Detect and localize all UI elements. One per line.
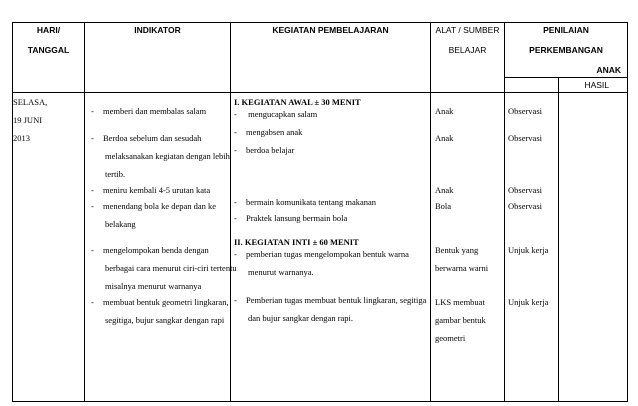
indikator-item: - meniru kembali 4-5 urutan kata bbox=[91, 185, 211, 195]
penilaian-cell bbox=[505, 93, 559, 402]
hasil-cell bbox=[559, 93, 628, 402]
header-alat bbox=[431, 23, 505, 93]
indikator-item-cont: tertib. bbox=[105, 169, 126, 179]
date-day: SELASA, bbox=[13, 97, 48, 107]
alat-item: Anak bbox=[435, 133, 454, 143]
date-daymonth: 19 JUNI bbox=[13, 115, 43, 125]
penilaian-item: Observasi bbox=[508, 185, 542, 195]
section-kegiatan-awal: I. KEGIATAN AWAL ± 30 MENIT bbox=[234, 97, 361, 107]
indikator-item: - memberi dan membalas salam bbox=[91, 106, 207, 116]
alat-item: Anak bbox=[435, 185, 454, 195]
header-indikator: INDIKATOR bbox=[85, 23, 231, 93]
kegiatan-cell bbox=[231, 93, 431, 402]
kegiatan-item: - Pemberian tugas membuat bentuk lingkaran, segitiga bbox=[234, 295, 427, 305]
indikator-item: - mengelompokan benda dengan bbox=[91, 245, 209, 255]
header-penilaian bbox=[505, 23, 628, 78]
alat-item: Bentuk yang bbox=[435, 245, 479, 255]
header-hari-label: HARI/ bbox=[36, 25, 61, 35]
alat-item-cont: geometri bbox=[435, 333, 466, 343]
penilaian-item: Observasi bbox=[508, 133, 542, 143]
penilaian-item: Unjuk kerja bbox=[508, 245, 549, 255]
alat-item-cont: berwarna warni bbox=[435, 263, 489, 273]
date-year: 2013 bbox=[13, 133, 30, 143]
kegiatan-item-cont: menurut warnanya. bbox=[248, 267, 314, 277]
section-kegiatan-inti: II. KEGIATAN INTI ± 60 MENIT bbox=[234, 237, 359, 247]
header-kegiatan: KEGIATAN PEMBELAJARAN bbox=[231, 23, 431, 93]
alat-cell bbox=[431, 93, 505, 402]
indikator-cell bbox=[85, 93, 237, 402]
kegiatan-item: - mengucapkan salam bbox=[234, 109, 318, 119]
header-hasil-blank bbox=[505, 78, 559, 93]
lesson-plan-table bbox=[12, 22, 628, 402]
header-hari-tanggal bbox=[13, 23, 85, 93]
indikator-item-cont: berbagai cara menurut ciri-ciri tertentu bbox=[105, 263, 237, 273]
header-penilaian-label-2: PERKEMBANGAN bbox=[529, 45, 603, 55]
kegiatan-item: - berdoa belajar bbox=[234, 145, 295, 155]
header-penilaian-label-3: ANAK bbox=[596, 65, 622, 75]
content-row bbox=[13, 93, 628, 402]
date-cell bbox=[13, 93, 85, 402]
indikator-item-cont: segitiga, bujur sangkar dengan rapi bbox=[105, 315, 225, 325]
alat-item: Anak bbox=[435, 106, 454, 116]
indikator-item: - menendang bola ke depan dan ke bbox=[91, 201, 217, 211]
kegiatan-item: - pemberian tugas mengelompokan bentuk warna bbox=[234, 249, 409, 259]
indikator-item: - Berdoa sebelum dan sesudah bbox=[91, 133, 202, 143]
penilaian-item: Observasi bbox=[508, 106, 542, 116]
alat-item: LKS membuat bbox=[435, 297, 485, 307]
penilaian-item: Unjuk kerja bbox=[508, 297, 549, 307]
alat-item-cont: gambar bentuk bbox=[435, 315, 486, 325]
indikator-item-cont: misalnya menurut warnanya bbox=[105, 281, 202, 291]
header-penilaian-label-1: PENILAIAN bbox=[543, 25, 589, 35]
kegiatan-item: - mengabsen anak bbox=[234, 127, 303, 137]
header-alat-label-2: BELAJAR bbox=[448, 45, 487, 55]
kegiatan-item-cont: dan bujur sangkar dengan rapi. bbox=[248, 313, 354, 323]
header-alat-label-1: ALAT / SUMBER bbox=[435, 25, 500, 35]
indikator-item-cont: melaksanakan kegiatan dengan lebih bbox=[105, 151, 230, 161]
indikator-item-cont: belakang bbox=[105, 219, 136, 229]
header-row bbox=[13, 23, 628, 78]
kegiatan-item: - Praktek lansung bermain bola bbox=[234, 213, 348, 223]
indikator-item: - membuat bentuk geometri lingkaran, bbox=[91, 297, 229, 307]
kegiatan-item: - bermain komunikata tentang makanan bbox=[234, 197, 377, 207]
header-hasil: HASIL bbox=[559, 78, 628, 93]
alat-item: Bola bbox=[435, 201, 452, 211]
penilaian-item: Observasi bbox=[508, 201, 542, 211]
header-tanggal-label: TANGGAL bbox=[27, 45, 70, 55]
